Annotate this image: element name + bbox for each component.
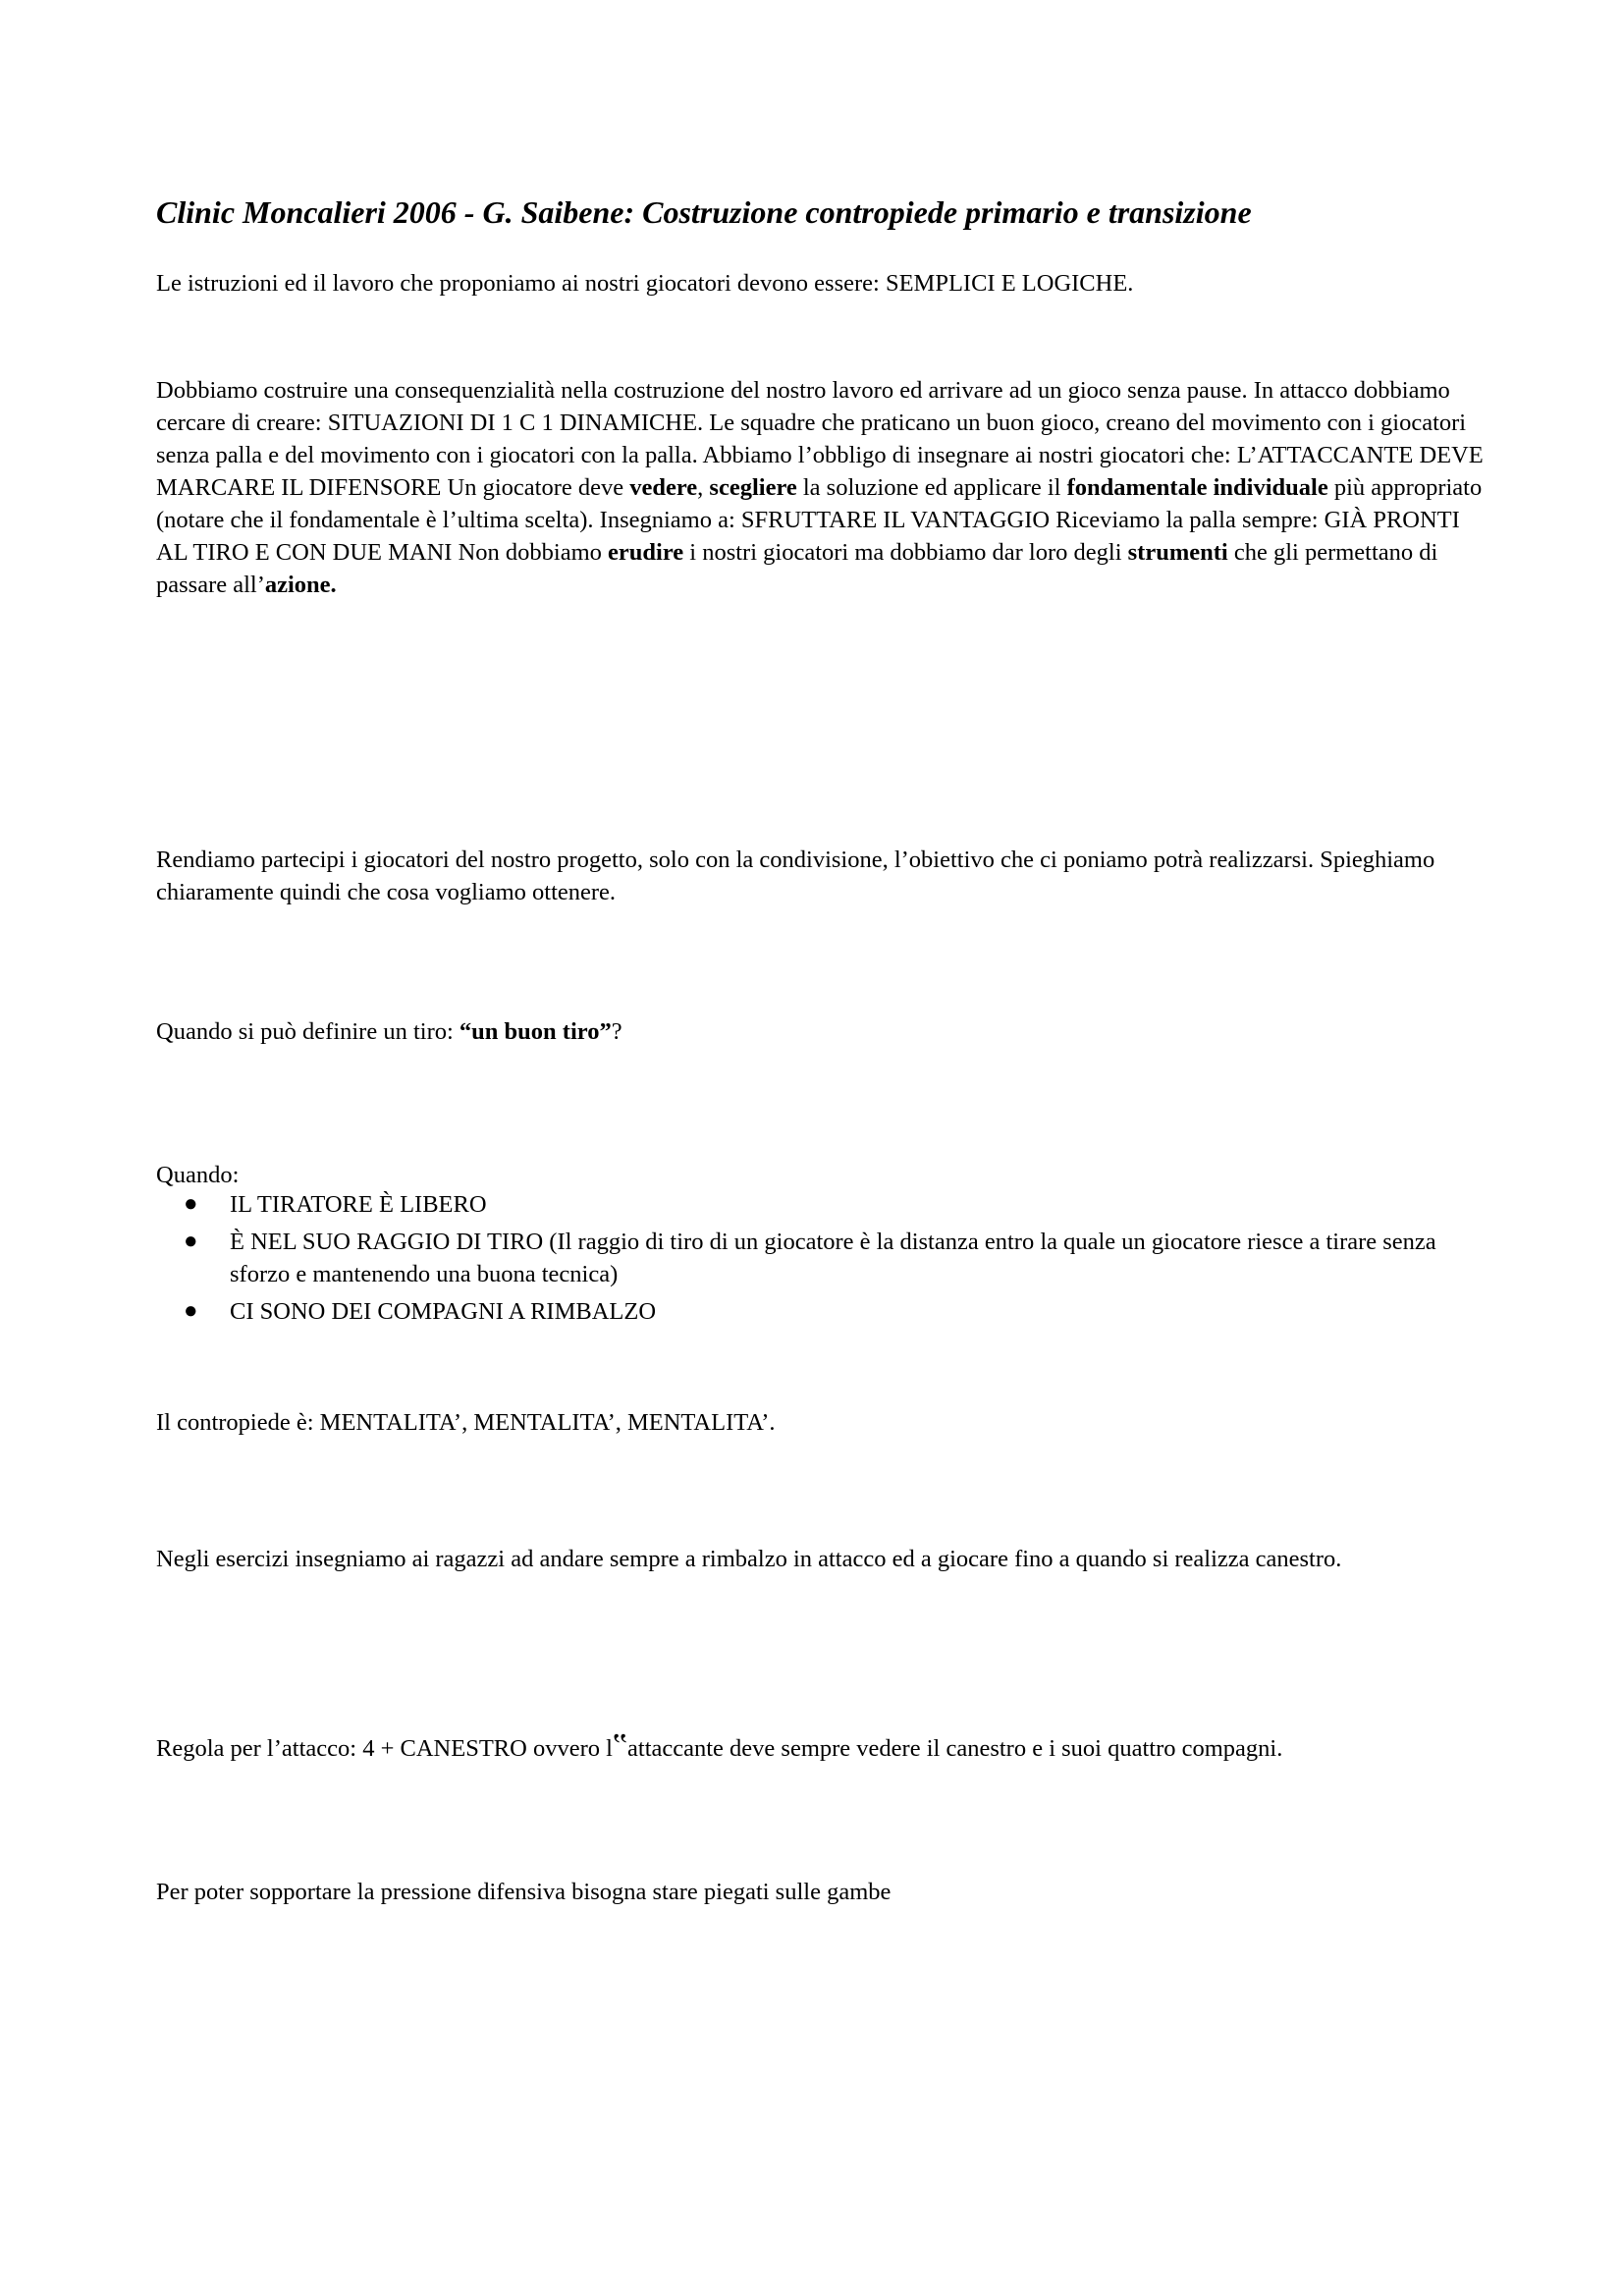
- paragraph-contropiede: Il contropiede è: MENTALITA’, MENTALITA’, MENTALITA’.: [156, 1409, 776, 1436]
- bold-fondamentale: fondamentale individuale: [1066, 474, 1328, 501]
- paragraph-regola-attacco: Regola per l’attacco: 4 + CANESTRO ovvero l‟attaccante deve sempre vedere il canestro e i suoi quattro compagni.: [156, 1727, 1283, 1764]
- bold-erudire: erudire: [608, 539, 684, 566]
- document-title: Clinic Moncalieri 2006 - G. Saibene: Costruzione contropiede primario e transizione: [156, 194, 1252, 230]
- paragraph-pressione-difensiva: Per poter sopportare la pressione difensiva bisogna stare piegati sulle gambe: [156, 1879, 892, 1905]
- list-item: ● È NEL SUO RAGGIO DI TIRO (Il raggio di tiro di un giocatore è la distanza entro la quale un giocatore riesce a tirare senza sforzo e mantenendo una buona tecnica): [156, 1226, 1491, 1290]
- bold-scegliere: scegliere: [709, 474, 797, 501]
- paragraph-project-sharing: Rendiamo partecipi i giocatori del nostro progetto, solo con la condivisione, l’obiettivo che ci poniamo potrà realizzarsi. Spieghiamo chiaramente quindi che cosa vogliamo ottenere.: [156, 847, 1435, 905]
- paragraph-instructions: Le istruzioni ed il lavoro che proponiamo ai nostri giocatori devono essere: SEMPLICI E LOGICHE.: [156, 270, 1134, 297]
- bold-vedere: vedere: [629, 474, 698, 501]
- bullet-icon: ●: [184, 1191, 198, 1217]
- paragraph-esercizi: Negli esercizi insegniamo ai ragazzi ad andare sempre a rimbalzo in attacco ed a giocare fino a quando si realizza canestro.: [156, 1546, 1342, 1572]
- paragraph-quando: Quando:: [156, 1162, 240, 1188]
- list-item: ● CI SONO DEI COMPAGNI A RIMBALZO: [156, 1295, 1491, 1328]
- bullet-icon: ●: [184, 1298, 198, 1324]
- bold-un-buon-tiro: “un buon tiro”: [459, 1018, 612, 1045]
- paragraph-consequentiality: Dobbiamo costruire una consequenzialità nella costruzione del nostro lavoro ed arrivare ad un gioco senza pause. In attacco dobbiamo cercare di creare: SITUAZIONI DI 1 C 1 DINAMICHE. Le squadre che praticano un buon gioco, creano del movimento con i giocatori senza palla e del movimento con i giocatori con la palla. Abbiamo l’obbligo di insegnare ai nostri giocatori che: L’ATTACCANTE DEVE MARCARE IL DIFENSORE Un giocatore deve vedere, scegliere la soluzione ed applicare il fondamentale individuale più appropriato (notare che il fondamentale è l’ultima scelta). Insegniamo a: SFRUTTARE IL VANTAGGIO Riceviamo la palla sempre: GIÀ PRONTI AL TIRO E CON DUE MANI Non dobbiamo erudire i nostri giocatori ma dobbiamo dar loro degli strumenti che gli permettano di passare all’azione.: [156, 377, 1484, 598]
- bold-azione: azione.: [264, 572, 337, 598]
- list-item: ● IL TIRATORE È LIBERO: [156, 1188, 1491, 1221]
- bullet-list-conditions: [156, 1188, 1491, 1333]
- bullet-icon: ●: [184, 1229, 198, 1254]
- paragraph-good-shot-question: Quando si può definire un tiro: “un buon tiro”?: [156, 1018, 622, 1045]
- bold-strumenti: strumenti: [1127, 539, 1228, 566]
